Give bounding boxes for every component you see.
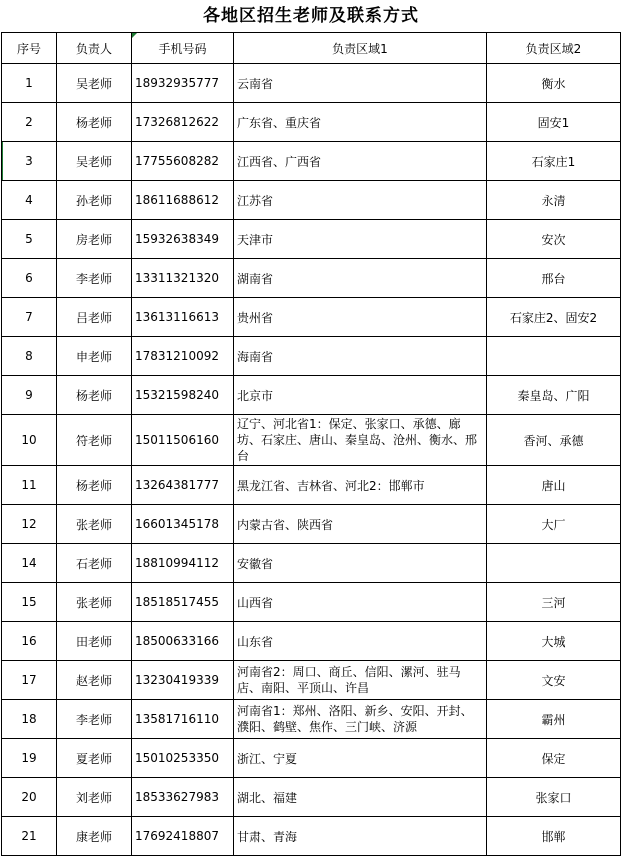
header-area1[interactable]: 负责区域1 <box>234 33 487 64</box>
table-row <box>2 466 621 505</box>
area1-cell[interactable]: 湖北、福建 <box>234 778 487 817</box>
phone-cell[interactable]: 13264381777 <box>132 466 234 505</box>
person-cell[interactable]: 李老师 <box>57 700 132 739</box>
table-row <box>2 583 621 622</box>
row-index-cell[interactable]: 4 <box>2 181 57 220</box>
phone-cell[interactable]: 17755608282 <box>132 142 234 181</box>
phone-cell[interactable]: 18500633166 <box>132 622 234 661</box>
header-area2[interactable]: 负责区域2 <box>487 33 621 64</box>
area1-cell[interactable]: 河南省2：周口、商丘、信阳、漯河、驻马店、南阳、平顶山、许昌 <box>234 661 487 700</box>
area2-cell[interactable]: 石家庄2、固安2 <box>487 298 621 337</box>
table-row <box>2 778 621 817</box>
table-row <box>2 661 621 700</box>
area2-cell[interactable]: 霸州 <box>487 700 621 739</box>
row-index-cell[interactable]: 11 <box>2 466 57 505</box>
phone-cell[interactable]: 17326812622 <box>132 103 234 142</box>
table-row <box>2 700 621 739</box>
person-cell[interactable]: 李老师 <box>57 259 132 298</box>
area2-cell[interactable]: 邯郸 <box>487 817 621 856</box>
phone-cell[interactable]: 18932935777 <box>132 64 234 103</box>
area1-cell[interactable]: 黑龙江省、吉林省、河北2：邯郸市 <box>234 466 487 505</box>
person-cell[interactable]: 田老师 <box>57 622 132 661</box>
row-index-cell[interactable]: 2 <box>2 103 57 142</box>
table-row <box>2 259 621 298</box>
table-row <box>2 103 621 142</box>
area2-cell[interactable]: 大城 <box>487 622 621 661</box>
table-row <box>2 181 621 220</box>
header-row <box>2 33 621 64</box>
table-row <box>2 739 621 778</box>
phone-cell[interactable]: 15321598240 <box>132 376 234 415</box>
row-index-cell[interactable]: 9 <box>2 376 57 415</box>
table-row <box>2 298 621 337</box>
person-cell[interactable]: 康老师 <box>57 817 132 856</box>
person-cell[interactable]: 吴老师 <box>57 142 132 181</box>
header-index[interactable]: 序号 <box>2 33 57 64</box>
area2-cell[interactable]: 永清 <box>487 181 621 220</box>
person-cell[interactable]: 赵老师 <box>57 661 132 700</box>
phone-cell[interactable]: 15010253350 <box>132 739 234 778</box>
person-cell[interactable]: 张老师 <box>57 505 132 544</box>
table-row <box>2 64 621 103</box>
area2-cell[interactable]: 保定 <box>487 739 621 778</box>
area2-cell[interactable]: 安次 <box>487 220 621 259</box>
area1-cell[interactable]: 河南省1：郑州、洛阳、新乡、安阳、开封、濮阳、鹤壁、焦作、三门峡、济源 <box>234 700 487 739</box>
area2-cell[interactable]: 固安1 <box>487 103 621 142</box>
person-cell[interactable]: 刘老师 <box>57 778 132 817</box>
table-row <box>2 337 621 376</box>
area1-cell[interactable]: 内蒙古省、陕西省 <box>234 505 487 544</box>
phone-cell[interactable]: 17831210092 <box>132 337 234 376</box>
table-row <box>2 376 621 415</box>
area2-cell[interactable] <box>487 544 621 583</box>
area1-cell[interactable]: 山西省 <box>234 583 487 622</box>
phone-cell[interactable]: 15011506160 <box>132 415 234 466</box>
area2-cell[interactable]: 三河 <box>487 583 621 622</box>
row-index-cell[interactable]: 8 <box>2 337 57 376</box>
row-index-cell[interactable]: 20 <box>2 778 57 817</box>
table-body <box>2 64 621 856</box>
row-index-cell[interactable]: 17 <box>2 661 57 700</box>
area1-cell[interactable]: 海南省 <box>234 337 487 376</box>
area2-cell[interactable]: 秦皇岛、广阳 <box>487 376 621 415</box>
area2-cell[interactable]: 衡水 <box>487 64 621 103</box>
area2-cell[interactable]: 文安 <box>487 661 621 700</box>
area1-cell[interactable]: 湖南省 <box>234 259 487 298</box>
area2-cell[interactable]: 香河、承德 <box>487 415 621 466</box>
area2-cell[interactable] <box>487 337 621 376</box>
area1-cell[interactable]: 辽宁、河北省1：保定、张家口、承德、廊坊、石家庄、唐山、秦皇岛、沧州、衡水、邢台 <box>234 415 487 466</box>
area1-cell[interactable]: 甘肃、青海 <box>234 817 487 856</box>
person-cell[interactable]: 石老师 <box>57 544 132 583</box>
person-cell[interactable]: 吴老师 <box>57 64 132 103</box>
area1-cell[interactable]: 江西省、广西省 <box>234 142 487 181</box>
area2-cell[interactable]: 邢台 <box>487 259 621 298</box>
person-cell[interactable]: 符老师 <box>57 415 132 466</box>
table-row <box>2 505 621 544</box>
table-row <box>2 622 621 661</box>
table-row <box>2 142 621 181</box>
area1-cell[interactable]: 云南省 <box>234 64 487 103</box>
row-index-cell[interactable]: 6 <box>2 259 57 298</box>
phone-cell[interactable]: 13311321320 <box>132 259 234 298</box>
header-phone[interactable]: 手机号码 <box>132 33 234 64</box>
area1-cell[interactable]: 江苏省 <box>234 181 487 220</box>
row-index-cell[interactable]: 21 <box>2 817 57 856</box>
person-cell[interactable]: 杨老师 <box>57 466 132 505</box>
person-cell[interactable]: 杨老师 <box>57 376 132 415</box>
person-cell[interactable]: 申老师 <box>57 337 132 376</box>
area2-cell[interactable]: 石家庄1 <box>487 142 621 181</box>
person-cell[interactable]: 夏老师 <box>57 739 132 778</box>
phone-cell[interactable]: 17692418807 <box>132 817 234 856</box>
row-index-cell[interactable]: 5 <box>2 220 57 259</box>
header-person[interactable]: 负责人 <box>57 33 132 64</box>
row-index-cell[interactable]: 7 <box>2 298 57 337</box>
person-cell[interactable]: 张老师 <box>57 583 132 622</box>
phone-cell[interactable]: 18518517455 <box>132 583 234 622</box>
area1-cell[interactable]: 浙江、宁夏 <box>234 739 487 778</box>
area1-cell[interactable]: 山东省 <box>234 622 487 661</box>
row-index-cell[interactable]: 18 <box>2 700 57 739</box>
area1-cell[interactable]: 北京市 <box>234 376 487 415</box>
area2-cell[interactable]: 张家口 <box>487 778 621 817</box>
phone-cell[interactable]: 13230419339 <box>132 661 234 700</box>
table-row <box>2 415 621 466</box>
table-row <box>2 220 621 259</box>
area1-cell[interactable]: 贵州省 <box>234 298 487 337</box>
row-index-cell[interactable]: 10 <box>2 415 57 466</box>
page-title: 各地区招生老师及联系方式 <box>203 6 419 26</box>
area1-cell[interactable]: 天津市 <box>234 220 487 259</box>
area2-cell[interactable]: 唐山 <box>487 466 621 505</box>
area2-cell[interactable]: 大厂 <box>487 505 621 544</box>
row-index-cell[interactable]: 15 <box>2 583 57 622</box>
phone-cell[interactable]: 18810994112 <box>132 544 234 583</box>
phone-cell[interactable]: 18533627983 <box>132 778 234 817</box>
person-cell[interactable]: 吕老师 <box>57 298 132 337</box>
row-index-cell[interactable]: 14 <box>2 544 57 583</box>
person-cell[interactable]: 杨老师 <box>57 103 132 142</box>
phone-cell[interactable]: 13613116613 <box>132 298 234 337</box>
table-row <box>2 544 621 583</box>
phone-cell[interactable]: 18611688612 <box>132 181 234 220</box>
row-index-cell[interactable]: 12 <box>2 505 57 544</box>
phone-cell[interactable]: 13581716110 <box>132 700 234 739</box>
contact-table <box>1 32 621 856</box>
person-cell[interactable]: 房老师 <box>57 220 132 259</box>
row-index-cell[interactable]: 1 <box>2 64 57 103</box>
area1-cell[interactable]: 广东省、重庆省 <box>234 103 487 142</box>
area1-cell[interactable]: 安徽省 <box>234 544 487 583</box>
row-index-cell[interactable]: 19 <box>2 739 57 778</box>
row-index-cell[interactable]: 3 <box>2 142 57 181</box>
table-row <box>2 817 621 856</box>
phone-cell[interactable]: 15932638349 <box>132 220 234 259</box>
phone-cell[interactable]: 16601345178 <box>132 505 234 544</box>
person-cell[interactable]: 孙老师 <box>57 181 132 220</box>
row-index-cell[interactable]: 16 <box>2 622 57 661</box>
